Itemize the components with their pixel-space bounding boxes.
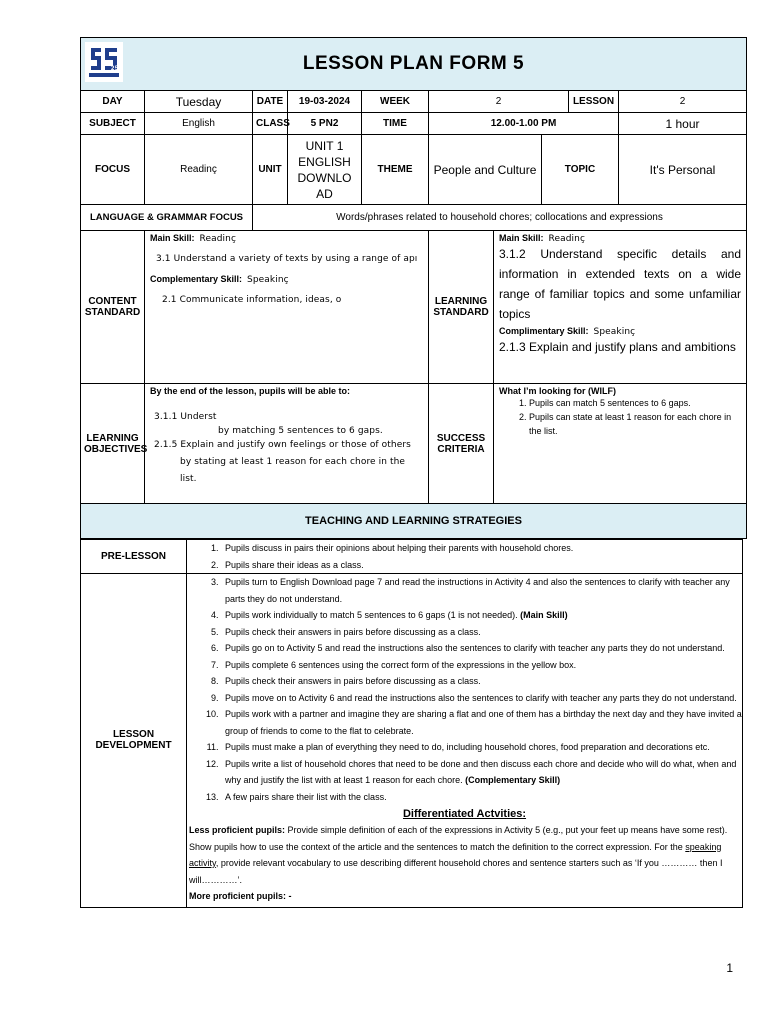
lesson-label: LESSON [569, 91, 619, 113]
topic-label: TOPIC [542, 135, 619, 205]
objective-2a: 2.1.5 Explain and justify own feelings or those of others [154, 440, 411, 450]
wilf-item: 1. Pupils can match 5 sentences to 6 gaps. [529, 396, 741, 410]
date-value: 19-03-2024 [288, 91, 362, 113]
development-step-text: Pupils work with a partner and imagine they are sharing a flat and one of them has a birthday the next day and they have invited a group of friends to come to the flat to celebrate. [225, 709, 742, 736]
objectives-cell [145, 384, 429, 504]
development-steps-list [187, 574, 742, 805]
pre-lesson-label: PRE-LESSON [81, 540, 187, 574]
development-step-text: Pupils must make a plan of everything they need to do, including household chores, food preparation and decorations etc. [225, 742, 710, 752]
speaking-activity-link: speaking activity [189, 841, 722, 868]
development-step-skill: (Main Skill) [520, 610, 568, 620]
language-focus-label: LANGUAGE & GRAMMAR FOCUS [81, 205, 253, 231]
wilf-item: 2. Pupils can state at least 1 reason for each chore in the list. [529, 410, 741, 438]
focus-label: FOCUS [81, 135, 145, 205]
pre-lesson-cell [187, 540, 743, 574]
more-proficient-label: More proficient pupils: - [189, 891, 292, 901]
subject-value: English [145, 113, 253, 135]
unit-value: UNIT 1 ENGLISH DOWNLO AD [288, 135, 362, 205]
development-step [221, 640, 742, 657]
ls-comp-value: Speakinç [593, 327, 636, 337]
development-step [221, 624, 742, 641]
day-value: Tuesday [145, 91, 253, 113]
ls-main-value: Readinç [548, 234, 585, 244]
page-number: 1 [726, 961, 733, 975]
cs-main-item: 3.1 Understand a variety of texts by using a range of apı [156, 254, 418, 264]
page-title: LESSON PLAN FORM 5 [302, 53, 525, 74]
development-step-text: Pupils check their answers in pairs before discussing as a class. [225, 676, 481, 686]
ls-main-item: 3.1.2 Understand specific details and information in extended texts on a wide range of familiar topics and some unfamiliar topics [499, 247, 741, 321]
objective-2b: by stating at least 1 reason for each chore in the list. [180, 457, 406, 484]
development-step [221, 789, 742, 806]
learning-standard-cell [494, 231, 747, 384]
time-label: TIME [362, 113, 429, 135]
development-step-text: Pupils turn to English Download page 7 and read the instructions in Activity 4 and also the sentences to clarify with teacher any parts they do not understand. [225, 577, 730, 604]
date-label: DATE [253, 91, 288, 113]
learning-standard-label: LEARNING STANDARD [429, 231, 494, 384]
language-focus-value: Words/phrases related to household chores; collocations and expressions [253, 205, 747, 231]
differentiated-title: Differentiated Actvities: [402, 808, 527, 820]
content-standard-label: CONTENT STANDARD [81, 231, 145, 384]
strategies-heading: TEACHING AND LEARNING STRATEGIES [81, 504, 747, 539]
lesson-plan-table [80, 37, 747, 539]
ls-comp-label: Complimentary Skill: [499, 326, 589, 336]
day-label: DAY [81, 91, 145, 113]
lesson-plan-page [80, 37, 742, 908]
pre-lesson-step: 1. Pupils discuss in pairs their opinions about helping their parents with household chores. [221, 540, 742, 557]
ls-comp-item: 2.1.3 Explain and justify plans and ambitions [499, 340, 736, 354]
development-step [221, 690, 742, 707]
title-bar [81, 38, 747, 91]
theme-value: People and Culture [429, 135, 542, 205]
development-step [221, 574, 742, 607]
less-proficient-text-1: Provide simple definition of each of the expressions in Activity 5 (e.g., put your feet up means have some rest). Show pupils how to use the context of the article and the sentences to match the definition to the correct expression. For the [189, 825, 728, 852]
class-value: 5 PN2 [288, 113, 362, 135]
development-step [221, 739, 742, 756]
development-step-text: Pupils write a list of household chores that need to be done and then discuss each chore and decide who will do what, when and why and justify the list with at least 1 reason for each chore. [225, 758, 737, 785]
development-step [221, 673, 742, 690]
unit-label: UNIT [253, 135, 288, 205]
ls-main-label: Main Skill: [499, 233, 544, 243]
objective-1a: 3.1.1 Underst [154, 412, 217, 422]
development-step-text: A few pairs share their list with the class. [225, 791, 387, 802]
less-proficient-label: Less proficient pupils: [189, 825, 286, 835]
week-value: 2 [429, 91, 569, 113]
strategies-table [80, 539, 743, 908]
class-label: CLASS [253, 113, 288, 135]
development-step [221, 706, 742, 739]
development-step-text: Pupils move on to Activity 6 and read the instructions also the sentences to clarify with teacher any parts they do not understand. [225, 692, 737, 703]
objective-1b: by matching 5 sentences to 6 gaps. [218, 426, 383, 436]
pre-lesson-step: 2. Pupils share their ideas as a class. [221, 557, 742, 574]
duration-value: 1 hour [619, 113, 747, 135]
development-step-text: Pupils go on to Activity 5 and read the instructions also the sentences to clarify with teacher any parts they do not understand. [225, 643, 725, 653]
focus-value: Readinç [145, 135, 253, 205]
lesson-development-label: LESSON DEVELOPMENT [81, 574, 187, 908]
theme-label: THEME [362, 135, 429, 205]
development-step-text: Pupils work individually to match 5 sentences to 6 gaps (1 is not needed). [225, 610, 521, 620]
objectives-intro: By the end of the lesson, pupils will be able to: [150, 386, 351, 396]
success-criteria-cell [494, 384, 747, 504]
cs-comp-label: Complementary Skill: [150, 274, 243, 284]
learning-objectives-label: LEARNING OBJECTIVES [81, 384, 145, 504]
cs-comp-item: 2.1 Communicate information, ideas, o [162, 295, 342, 305]
week-label: WEEK [362, 91, 429, 113]
less-proficient-text-2: , provide relevant vocabulary to use describing different household chores and sentence starters such as ‘If you ………… then I will…………’. [189, 858, 723, 885]
topic-value: It's Personal [619, 135, 747, 205]
cs-comp-value: Speakinç [247, 275, 289, 285]
time-value: 12.00-1.00 PM [429, 113, 619, 135]
content-standard-cell [145, 231, 429, 384]
lesson-value: 2 [619, 91, 747, 113]
development-step-text: Pupils check their answers in pairs before discussing as a class. [225, 626, 481, 637]
logo-number: 25 [111, 66, 119, 72]
wilf-title: What I’m looking for (WILF) [499, 386, 616, 396]
less-proficient-paragraph [187, 822, 742, 888]
lesson-development-cell [187, 574, 743, 908]
subject-label: SUBJECT [81, 113, 145, 135]
success-criteria-label: SUCCESS CRITERIA [429, 384, 494, 504]
cs-main-value: Readinç [199, 234, 236, 244]
school-logo-icon [85, 42, 123, 82]
development-step [221, 607, 742, 624]
development-step [221, 756, 742, 789]
development-step-skill: (Complementary Skill) [465, 775, 561, 785]
development-step-text: Pupils complete 6 sentences using the correct form of the expressions in the yellow box. [225, 659, 577, 670]
development-step [221, 657, 742, 674]
cs-main-label: Main Skill: [150, 233, 195, 243]
